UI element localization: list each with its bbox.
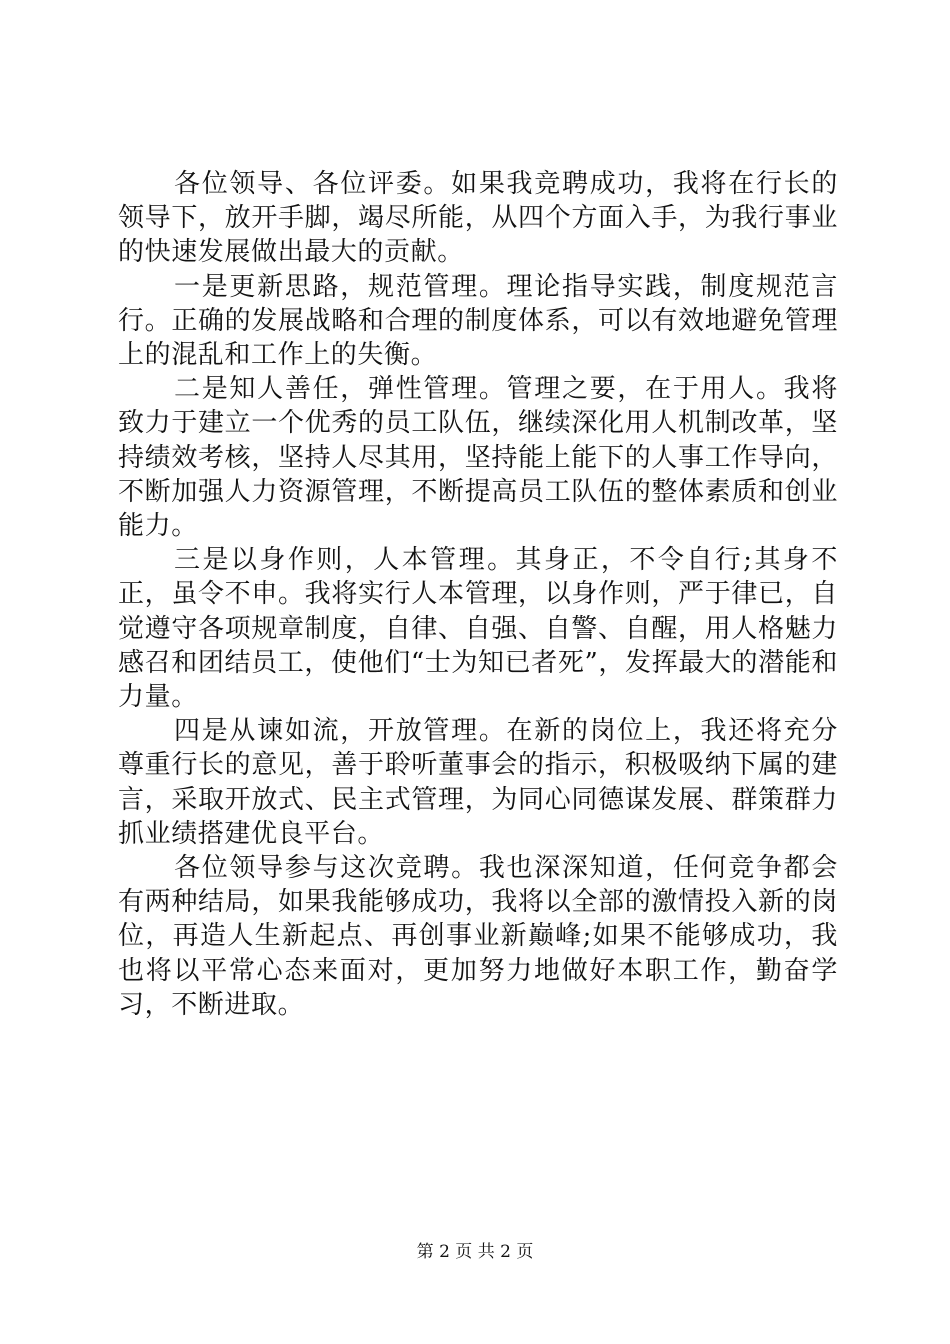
paragraph-closing: 各位领导参与这次竞聘。我也深深知道，任何竞争都会有两种结局，如果我能够成功，我将以全部的激情投入新的岗位，再造人生新起点、再创事业新巅峰;如果不能够成功，我也将以平常心态来面对，更加努力地做好本职工作，勤奋学习，不断进取。 — [118, 853, 838, 1020]
paragraph-point-one: 一是更新思路，规范管理。理论指导实践，制度规范言行。正确的发展战略和合理的制度体系，可以有效地避免管理上的混乱和工作上的失衡。 — [118, 271, 838, 371]
document-body — [118, 167, 838, 1022]
paragraph-point-four: 四是从谏如流，开放管理。在新的岗位上，我还将充分尊重行长的意见，善于聆听董事会的指示，积极吸纳下属的建言，采取开放式、民主式管理，为同心同德谋发展、群策群力抓业绩搭建优良平台。 — [118, 716, 838, 849]
paragraph-point-two: 二是知人善任，弹性管理。管理之要，在于用人。我将致力于建立一个优秀的员工队伍，继续深化用人机制改革，坚持绩效考核，坚持人尽其用，坚持能上能下的人事工作导向，不断加强人力资源管理，不断提高员工队伍的整体素质和创业能力。 — [118, 374, 838, 542]
page-number-footer: 第 2 页 共 2 页 — [416, 1242, 534, 1262]
paragraph-intro: 各位领导、各位评委。如果我竞聘成功，我将在行长的领导下，放开手脚，竭尽所能，从四个方面入手，为我行事业的快速发展做出最大的贡献。 — [118, 169, 838, 268]
paragraph-point-three: 三是以身作则，人本管理。其身正，不令自行;其身不正，虽令不申。我将实行人本管理，以身作则，严于律已，自觉遵守各项规章制度，自律、自强、自警、自醒，用人格魅力感召和团结员工，使他们“士为知已者死”，发挥最大的潜能和力量。 — [118, 545, 838, 713]
